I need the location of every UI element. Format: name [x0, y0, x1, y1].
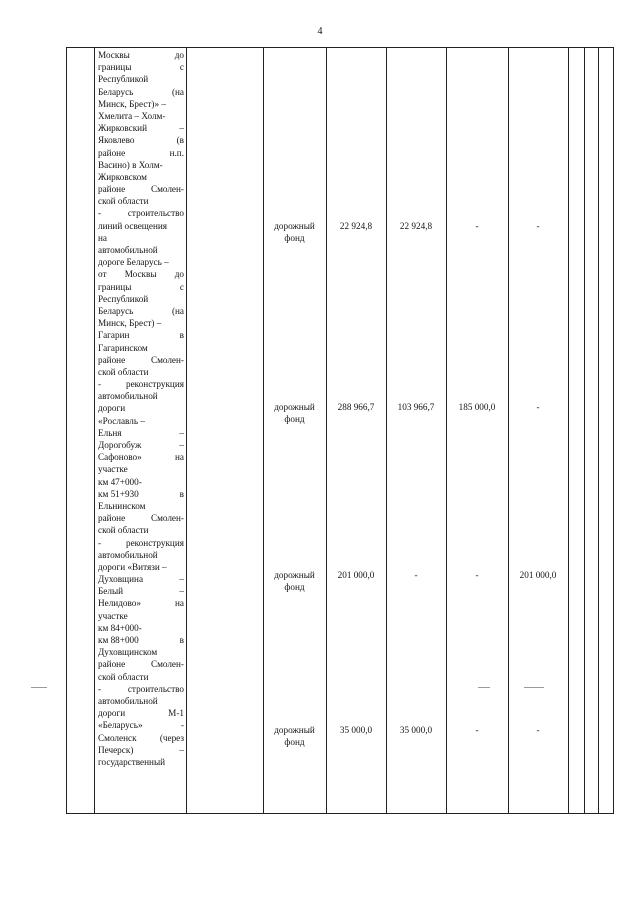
- description-word: «Рославль –: [98, 415, 145, 426]
- column-divider: [66, 47, 67, 814]
- amount-cell-c3: -: [536, 402, 540, 412]
- description-line: [98, 683, 184, 695]
- description-word: Ельня: [98, 427, 122, 438]
- description-line: [98, 549, 184, 561]
- description-word: Яковлево: [98, 135, 135, 146]
- funding-source-text: фонд: [284, 737, 305, 747]
- description-word: Духовщина: [98, 574, 144, 585]
- description-word: дороги: [98, 708, 126, 719]
- description-word: –: [179, 440, 184, 450]
- description-line: [98, 317, 184, 329]
- description-word: ской области: [98, 196, 149, 207]
- scan-mark: [478, 687, 490, 688]
- description-line: [98, 366, 184, 378]
- description-word: в: [179, 330, 184, 341]
- description-line: [98, 707, 184, 719]
- description-line: [98, 524, 184, 536]
- column-divider: [94, 47, 95, 814]
- amount-cell-total: 35 000,0: [339, 725, 373, 735]
- description-word: Печерск): [98, 744, 134, 755]
- description-word: (в: [176, 135, 184, 146]
- funding-source-text: дорожный: [274, 570, 315, 580]
- description-word: –: [179, 427, 184, 438]
- description-word: (на: [171, 86, 184, 97]
- description-line: [98, 756, 184, 768]
- description-word: автомобильной: [98, 695, 158, 706]
- description-word: Васино) в Холм-: [98, 159, 163, 170]
- description-word: -: [180, 720, 184, 731]
- description-line: [98, 646, 184, 658]
- description-word: дороги «Витязи –: [98, 561, 167, 572]
- funding-source-cell: [263, 724, 326, 748]
- description-line: [98, 561, 184, 573]
- amount-cell-c1: 35 000,0: [399, 725, 433, 735]
- description-word: ской области: [98, 671, 149, 682]
- description-line: [98, 354, 184, 366]
- column-divider: [386, 47, 387, 814]
- amount-cell-c2: -: [475, 221, 479, 231]
- description-line: [98, 378, 184, 390]
- description-line: [98, 293, 184, 305]
- description-word: км 47+000-: [98, 476, 142, 487]
- description-line: [98, 658, 184, 670]
- description-line: [98, 232, 184, 244]
- funding-source-text: дорожный: [274, 221, 315, 231]
- description-word: до: [174, 50, 184, 60]
- description-word: Гагаринском: [98, 342, 148, 353]
- description-word: дороги: [98, 403, 126, 414]
- description-word: М-1: [168, 708, 184, 719]
- description-line: [98, 329, 184, 341]
- description-line: [98, 463, 184, 475]
- amount-cell-c2: -: [475, 725, 479, 735]
- description-word: границы: [98, 62, 132, 73]
- description-line: [98, 268, 184, 280]
- description-word: км 51+930: [98, 488, 139, 499]
- description-line: [98, 122, 184, 134]
- description-word: районе: [98, 513, 126, 524]
- description-word: линий освещения: [98, 220, 168, 231]
- description-word: Дорогобуж: [98, 440, 142, 450]
- description-word: Москвы: [98, 50, 130, 60]
- description-word: Жирковский: [98, 123, 147, 134]
- column-divider: [584, 47, 585, 814]
- description-word: Москвы: [124, 269, 157, 280]
- description-line: [98, 281, 184, 293]
- funding-source-text: фонд: [284, 414, 305, 424]
- funding-source-text: фонд: [284, 582, 305, 592]
- column-divider: [598, 47, 599, 814]
- description-word: с: [179, 281, 184, 292]
- funding-source-cell: [263, 220, 326, 244]
- description-line: [98, 342, 184, 354]
- description-word: Жирковском: [98, 171, 147, 182]
- description-word: с: [179, 62, 184, 73]
- description-word: реконструкция: [126, 537, 184, 548]
- amount-cell-c3: 201 000,0: [519, 570, 557, 580]
- description-line: [98, 415, 184, 427]
- description-line: [98, 159, 184, 171]
- description-word: Белый: [98, 586, 124, 597]
- column-divider: [446, 47, 447, 814]
- description-line: [98, 634, 184, 646]
- amount-cell-c3: -: [536, 221, 540, 231]
- column-divider: [186, 47, 187, 814]
- description-line: [98, 719, 184, 731]
- description-word: Смолен-: [150, 513, 184, 524]
- description-word: районе: [98, 147, 126, 158]
- description-word: км 84+000-: [98, 622, 142, 633]
- description-word: в: [179, 488, 184, 499]
- description-word: Республикой: [98, 293, 149, 304]
- description-word: –: [179, 586, 184, 597]
- description-word: участке: [98, 464, 128, 475]
- description-line: [98, 512, 184, 524]
- description-line: [98, 732, 184, 744]
- description-line: [98, 98, 184, 110]
- scan-mark: [31, 687, 47, 688]
- description-line: [98, 427, 184, 439]
- description-word: н.п.: [169, 147, 184, 158]
- description-word: Минск, Брест)» –: [98, 98, 166, 109]
- funding-source-text: дорожный: [274, 402, 315, 412]
- amount-cell-c2: 185 000,0: [458, 402, 496, 412]
- description-line: [98, 671, 184, 683]
- description-word: –: [179, 574, 184, 585]
- description-line: [98, 256, 184, 268]
- description-word: государственный: [98, 756, 166, 767]
- description-word: -: [98, 537, 102, 548]
- description-line: [98, 305, 184, 317]
- description-word: районе: [98, 354, 126, 365]
- amount-cell-total: 201 000,0: [337, 570, 375, 580]
- description-word: ской области: [98, 525, 149, 536]
- description-word: Беларусь: [98, 86, 134, 97]
- description-line: [98, 439, 184, 451]
- description-line: [98, 244, 184, 256]
- description-word: Смолен-: [150, 354, 184, 365]
- amount-cell-total: 288 966,7: [337, 402, 375, 412]
- description-word: -: [98, 683, 102, 694]
- amount-cell-c1: 103 966,7: [397, 402, 435, 412]
- amount-cell-c1: -: [414, 570, 418, 580]
- description-word: «Беларусь»: [98, 720, 143, 731]
- description-word: ской области: [98, 366, 149, 377]
- description-word: Беларусь: [98, 305, 134, 316]
- column-divider: [326, 47, 327, 814]
- description-word: до: [174, 269, 184, 280]
- description-word: Смоленск: [98, 732, 137, 743]
- description-word: дороге Беларусь –: [98, 257, 169, 268]
- description-line: [98, 171, 184, 183]
- column-divider: [568, 47, 569, 814]
- description-word: Республикой: [98, 74, 149, 85]
- description-line: [98, 585, 184, 597]
- description-word: Смолен-: [150, 659, 184, 670]
- description-word: на: [175, 452, 184, 463]
- description-line: [98, 134, 184, 146]
- description-word: на: [175, 598, 184, 609]
- description-line: [98, 610, 184, 622]
- funding-source-cell: [263, 569, 326, 593]
- description-line: [98, 147, 184, 159]
- description-line: [98, 61, 184, 73]
- description-line: [98, 390, 184, 402]
- description-line: [98, 537, 184, 549]
- description-word: -: [98, 208, 102, 219]
- column-divider: [508, 47, 509, 814]
- table-top-border: [66, 47, 614, 48]
- description-line: [98, 597, 184, 609]
- funding-source-cell: [263, 401, 326, 425]
- description-word: на: [98, 232, 107, 243]
- description-line: [98, 500, 184, 512]
- description-line: [98, 488, 184, 500]
- description-word: –: [179, 123, 184, 134]
- description-word: автомобильной: [98, 245, 158, 255]
- description-word: границы: [98, 281, 132, 292]
- scan-mark: [524, 687, 544, 688]
- description-word: реконструкция: [126, 379, 184, 390]
- description-line: [98, 573, 184, 585]
- table-bottom-border: [66, 813, 614, 814]
- funding-source-text: фонд: [284, 233, 305, 243]
- description-word: участке: [98, 610, 128, 621]
- description-line: [98, 183, 184, 195]
- description-word: Сафоново»: [98, 452, 142, 463]
- description-line: [98, 476, 184, 488]
- column-divider: [263, 47, 264, 814]
- description-word: от: [98, 269, 107, 280]
- description-word: км 88+000: [98, 635, 139, 645]
- description-word: в: [179, 635, 184, 645]
- description-line: [98, 73, 184, 85]
- description-word: Ельнинском: [98, 500, 146, 511]
- funding-source-text: дорожный: [274, 725, 315, 735]
- description-line: [98, 695, 184, 707]
- description-line: [98, 86, 184, 98]
- description-line: [98, 110, 184, 122]
- description-line: [98, 744, 184, 756]
- amount-cell-c1: 22 924,8: [399, 221, 433, 231]
- column-divider: [613, 47, 614, 814]
- description-line: [98, 49, 184, 61]
- description-line: [98, 622, 184, 634]
- description-word: автомобильной: [98, 391, 158, 402]
- description-word: автомобильной: [98, 549, 158, 560]
- page-number: 4: [317, 26, 323, 37]
- amount-cell-c3: -: [536, 725, 540, 735]
- description-word: строительство: [127, 208, 184, 219]
- description-word: Хмелита – Холм-: [98, 110, 166, 121]
- amount-cell-c2: -: [475, 570, 479, 580]
- description-line: [98, 402, 184, 414]
- project-description: [98, 49, 184, 768]
- description-word: строительство: [127, 683, 184, 694]
- description-word: –: [179, 744, 184, 755]
- description-word: Минск, Брест) –: [98, 318, 162, 329]
- description-line: [98, 207, 184, 219]
- description-word: Духовщинском: [98, 647, 158, 658]
- description-word: -: [98, 379, 102, 390]
- description-word: районе: [98, 184, 126, 195]
- description-line: [98, 451, 184, 463]
- description-line: [98, 195, 184, 207]
- description-word: районе: [98, 659, 126, 670]
- amount-cell-total: 22 924,8: [339, 221, 373, 231]
- description-word: (на: [171, 305, 184, 316]
- description-word: Смолен-: [150, 184, 184, 195]
- description-word: Гагарин: [98, 330, 130, 341]
- description-line: [98, 220, 184, 232]
- description-word: Нелидово»: [98, 598, 141, 609]
- description-word: (через: [159, 732, 184, 743]
